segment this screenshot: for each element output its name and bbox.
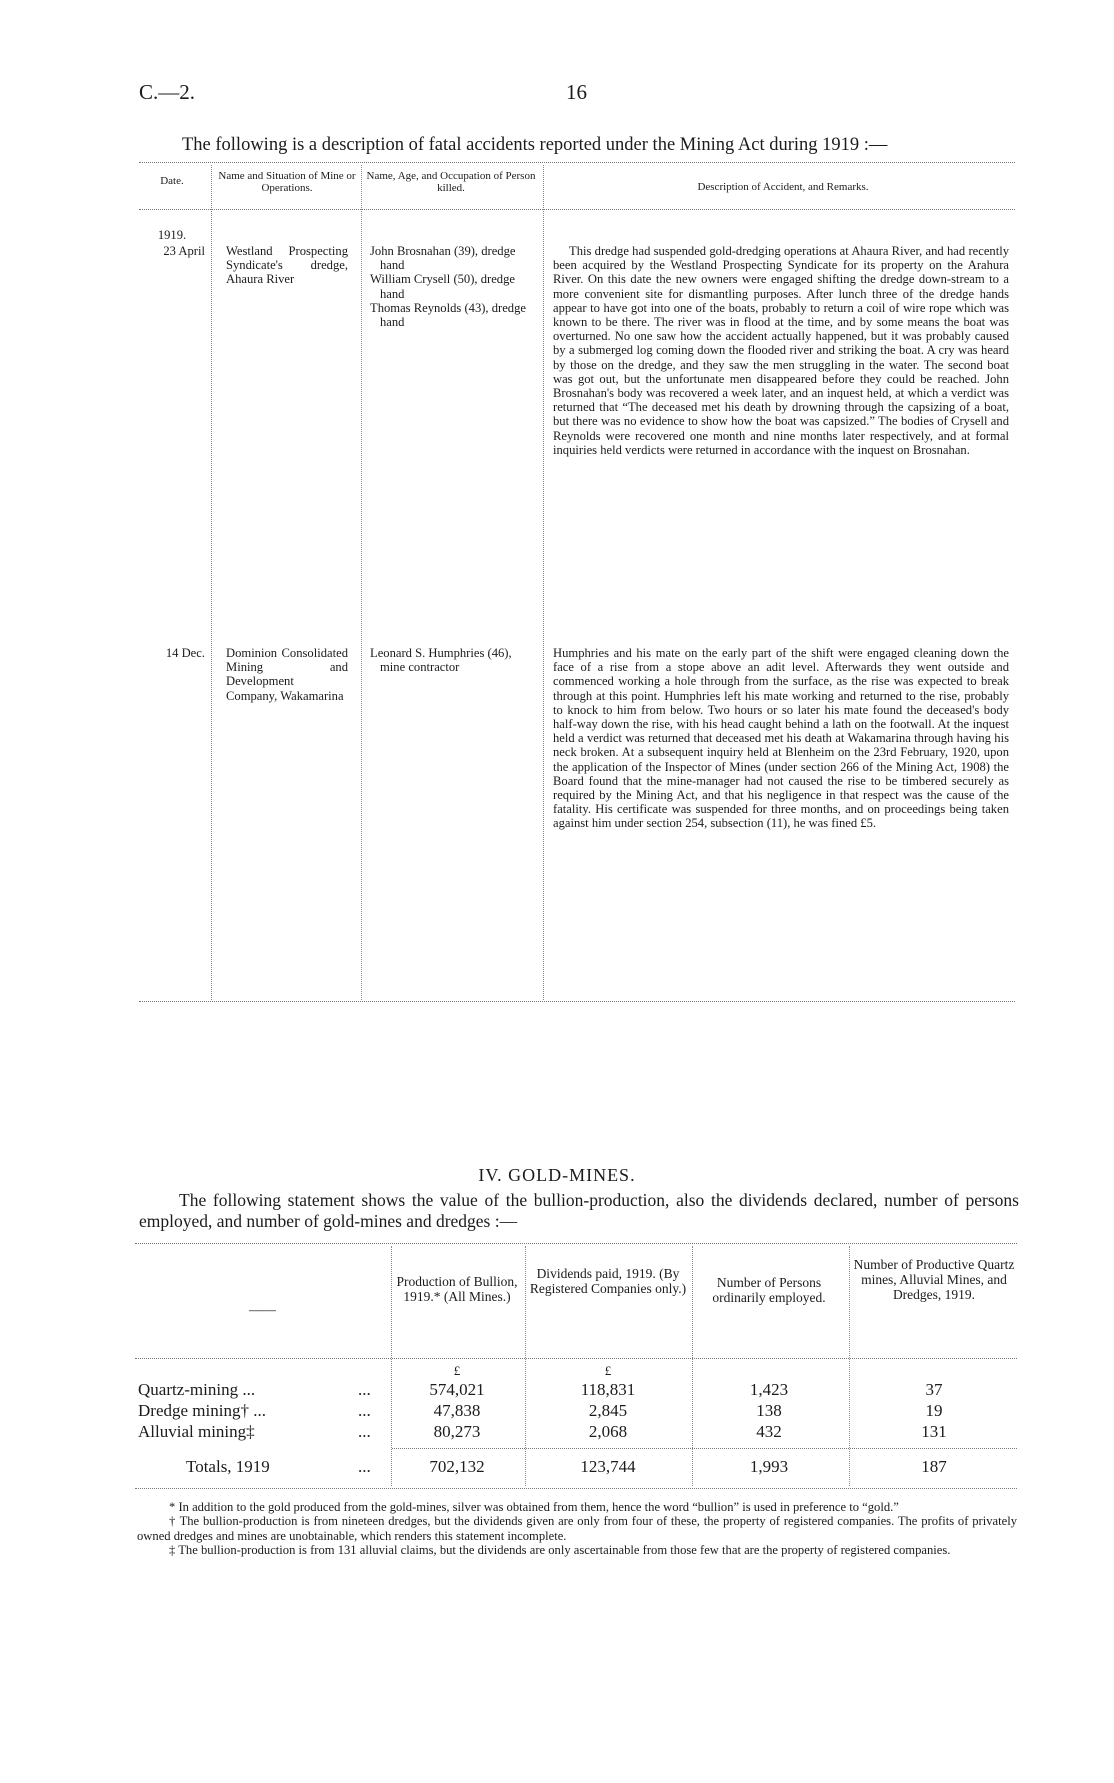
row-leader-dots: ... [358, 1422, 371, 1441]
accident-mine: Dominion Consolidated Mining and Development Company, Wakamarina [226, 646, 348, 703]
row-leader-dots: ... [358, 1380, 371, 1399]
accidents-intro: The following is a description of fatal accidents reported under the Mining Act during 1919 :— [182, 135, 888, 155]
persons-value: 1,423 [749, 1380, 789, 1399]
mines-value: 131 [921, 1422, 947, 1441]
dividends-value: 2,068 [588, 1422, 628, 1441]
mines-total: 187 [921, 1457, 947, 1476]
header-dividends: Dividends paid, 1919. (By Registered Companies only.) [529, 1266, 687, 1296]
row-leader-dots: ... [358, 1457, 371, 1476]
accident-persons [370, 244, 538, 329]
mines-value: 19 [925, 1401, 943, 1420]
person-killed: Thomas Reynolds (43), dredge hand [370, 300, 526, 330]
row-label: Alluvial mining‡ [138, 1422, 255, 1441]
gold-stub-header: —— [249, 1302, 276, 1317]
totals-top-rule [392, 1448, 1017, 1449]
gold-column-divider-4 [849, 1246, 850, 1486]
production-value: 47,838 [433, 1401, 481, 1420]
persons-value: 138 [756, 1401, 782, 1420]
accident-description: This dredge had suspended gold-dredging operations at Ahaura River, and had recently been acquired by the Westland Prospecting Syndicate for its property on the Arahura River. On this date the new owners were engaged shifting the dredge down-stream to a more convenient site for dismantling purposes. After lunch three of the dredge hands appear to have got into one of the boats, probably to return a coil of wire rope which was known to be there. The river was in flood at the time, and by some means the boat was overturned. No one saw how the accident actually happened, but it was probably caused by a submerged log coming down the flooded river and striking the boat. A cry was heard by those on the dredge, and they saw the men struggling in the water. The second boat was got out, but the unfortunate men disappeared before they could be reached. John Brosnahan's body was recovered a week later, and an inquest held, at which a verdict was returned that “The deceased met his death by drowning through the capsizing of a boat, but there was no evidence to show how the boat was capsized.” The bodies of Crysell and Reynolds were recovered one month and nine months later respectively, and at formal inquiries held verdicts were returned in accordance with the inquest on Brosnahan. [553, 244, 1009, 457]
header-date: Date. [160, 175, 184, 187]
table-bottom-rule [139, 1001, 1015, 1002]
accident-description: Humphries and his mate on the early part of the shift were engaged cleaning down the face of a rise from a stope above an adit level. Afterwards they went outside and commenced working a hole through from the surface, as the rise was expected to break through at this point. Humphries left his mate working and returned to the rise, probably to knock to him from below. Two hours or so later his mate found the deceased's body half-way down the rise, with his head caught behind a lath on the footwall. At the inquest held a verdict was returned that deceased met his death at Wakamarina through having his neck broken. At a subsequent inquiry held at Blenheim on the 23rd February, 1920, upon the application of the Inspector of Mines (under section 266 of the Mining Act, 1908) the Board found that the mine-manager had not caused the rise to be timbered securely as required by the Mining Act, and that his negligence in that respect was the cause of the fatality. His certificate was suspended for three months, and on proceedings being taken against him under section 254, subsection (11), he was fined £5. [553, 646, 1009, 831]
production-value: 574,021 [429, 1380, 485, 1399]
document-reference: C.—2. [139, 80, 196, 104]
gold-column-divider-3 [692, 1246, 693, 1486]
gold-column-divider-2 [525, 1246, 526, 1486]
production-total: 702,132 [429, 1457, 485, 1476]
unit-pound: £ [453, 1363, 461, 1378]
unit-pound: £ [604, 1363, 612, 1378]
page-number: 16 [566, 80, 587, 104]
row-leader-dots: ... [358, 1401, 371, 1420]
footnotes [137, 1500, 1017, 1558]
totals-label: Totals, 1919 [186, 1457, 270, 1476]
person-killed: Leonard S. Humphries (46), mine contractor [370, 646, 512, 675]
person-killed: William Crysell (50), dredge hand [370, 272, 515, 301]
gold-table-top-rule [135, 1243, 1017, 1244]
table-top-rule [139, 162, 1015, 163]
row-label: Quartz-mining ... [138, 1380, 256, 1399]
column-divider-2 [361, 165, 362, 1000]
header-bottom-rule [139, 209, 1015, 210]
persons-total: 1,993 [749, 1457, 789, 1476]
header-mine: Name and Situation of Mine or Operations. [218, 170, 356, 194]
accident-date: 14 Dec. [165, 646, 205, 660]
header-persons-employed: Number of Persons ordinarily employed. [712, 1275, 826, 1305]
gold-mines-statement: The following statement shows the value of the bullion-production, also the dividends declared, number of persons employed, and number of gold-mines and dredges :— [139, 1190, 1019, 1231]
column-divider-1 [211, 165, 212, 1000]
persons-value: 432 [756, 1422, 782, 1441]
dividends-total: 123,744 [580, 1457, 636, 1476]
accident-year: 1919. [157, 228, 187, 242]
header-person: Name, Age, and Occupation of Person killed. [366, 170, 536, 194]
person-killed: John Brosnahan (39), dredge hand [370, 244, 516, 273]
header-bullion-production: Production of Bullion, 1919.* (All Mines.) [396, 1274, 518, 1304]
footnote-bullion: * In addition to the gold produced from the gold-mines, silver was obtained from them, hence the word “bullion” is used in preference to “gold.” [169, 1500, 899, 1514]
header-description: Description of Accident, and Remarks. [697, 181, 869, 193]
gold-header-bottom-rule [135, 1358, 1017, 1359]
dividends-value: 118,831 [580, 1380, 636, 1399]
production-value: 80,273 [433, 1422, 481, 1441]
section-title: IV. GOLD-MINES. [478, 1165, 636, 1185]
accident-mine: Westland Prospecting Syndicate's dredge, Ahaura River [226, 244, 348, 287]
column-divider-3 [543, 165, 544, 1000]
accident-persons [370, 646, 538, 674]
dividends-value: 2,845 [588, 1401, 628, 1420]
gold-table-bottom-rule [135, 1488, 1017, 1489]
row-label: Dredge mining† ... [138, 1401, 266, 1420]
header-productive-mines: Number of Productive Quartz mines, Alluvial Mines, and Dredges, 1919. [853, 1257, 1015, 1302]
mines-value: 37 [925, 1380, 943, 1399]
footnote-dredges: † The bullion-production is from nineteen dredges, but the dividends given are only from four of these, the property of registered companies. The profits of privately owned dredges and mines are unobtainable, which renders this statement incomplete. [137, 1514, 1017, 1543]
footnote-alluvial: ‡ The bullion-production is from 131 alluvial claims, but the dividends are only ascertainable from those few that are the property of registered companies. [169, 1543, 951, 1558]
accident-date: 23 April [163, 244, 205, 258]
